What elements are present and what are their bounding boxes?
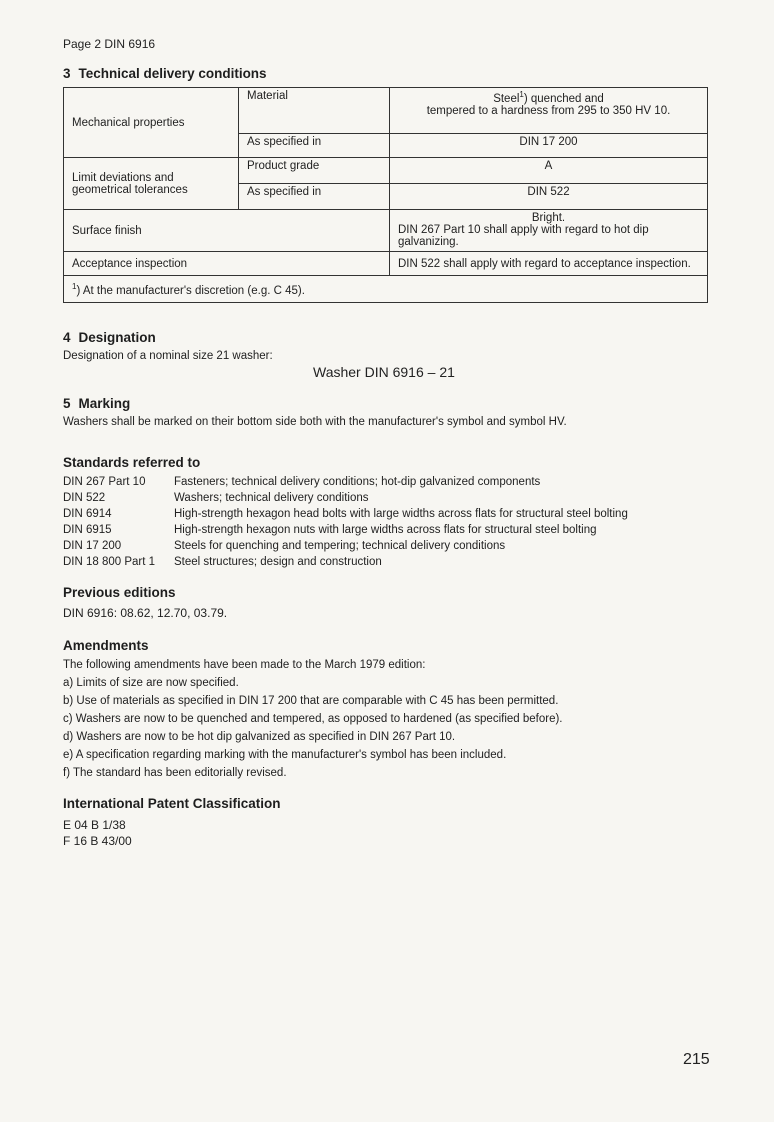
footnote-mark: 1: [72, 282, 77, 291]
standard-code: DIN 18 800 Part 1: [63, 556, 156, 568]
standard-row: [63, 474, 628, 490]
page-header: Page 2 DIN 6916: [63, 37, 156, 51]
amendment-item: d) Washers are now to be hot dip galvanized as specified in DIN 267 Part 10.: [63, 731, 456, 743]
previous-editions-text: DIN 6916: 08.62, 12.70, 03.79.: [63, 606, 228, 620]
acceptance-label: Acceptance inspection: [64, 252, 390, 276]
section-title: Marking: [78, 396, 131, 411]
section-title: Designation: [78, 330, 156, 345]
section-number: 4: [63, 330, 71, 345]
standard-row: [63, 538, 628, 554]
standard-title: Steel structures; design and construction: [174, 556, 382, 568]
amendments-heading: Amendments: [63, 638, 149, 653]
standard-row: [63, 554, 628, 570]
standard-code: DIN 17 200: [63, 540, 122, 552]
material-value: [390, 88, 708, 134]
mech-standard: DIN 17 200: [390, 134, 708, 158]
mechanical-properties-label: Mechanical properties: [64, 88, 239, 158]
marking-text: Washers shall be marked on their bottom side both with the manufacturer's symbol and symbol HV.: [63, 416, 567, 428]
designation-intro: Designation of a nominal size 21 washer:: [63, 350, 273, 362]
product-grade-value: A: [390, 158, 708, 184]
footnote-text: ) At the manufacturer's discretion (e.g. C 45).: [76, 284, 305, 297]
footnote-ref: 1: [519, 90, 524, 99]
standard-row: [63, 522, 628, 538]
amendment-item: b) Use of materials as specified in DIN 17 200 that are comparable with C 45 has been permitted.: [63, 695, 559, 707]
section-title: Technical delivery conditions: [78, 66, 267, 81]
standards-list: [63, 474, 628, 570]
standard-title: Fasteners; technical delivery conditions; hot-dip galvanized components: [174, 476, 541, 488]
product-grade-label: Product grade: [239, 158, 390, 184]
amendment-item: e) A specification regarding marking with the manufacturer's symbol has been included.: [63, 749, 507, 761]
table-footnote: [64, 276, 708, 303]
previous-editions-heading: Previous editions: [63, 585, 176, 600]
page-number: 215: [683, 1051, 710, 1068]
standard-row: [63, 490, 628, 506]
surface-bright: Bright.: [531, 212, 566, 224]
standard-title: Steels for quenching and tempering; technical delivery conditions: [174, 540, 506, 552]
standards-heading: Standards referred to: [63, 455, 201, 470]
amendment-item: c) Washers are now to be quenched and tempered, as opposed to hardened (as specified before).: [63, 713, 563, 725]
amendment-item: f) The standard has been editorially revised.: [63, 767, 287, 779]
ipc-heading: International Patent Classification: [63, 796, 281, 811]
amendments-intro: The following amendments have been made to the March 1979 edition:: [63, 659, 426, 671]
material-value-line2: tempered to a hardness from 295 to 350 HV 10.: [426, 104, 671, 117]
section-3-heading: [63, 66, 267, 81]
amendment-item: a) Limits of size are now specified.: [63, 677, 239, 689]
amendments-list: [63, 656, 563, 782]
ipc-item: F 16 B 43/00: [63, 834, 132, 848]
material-label: Material: [239, 88, 390, 134]
acceptance-value: DIN 522 shall apply with regard to acceptance inspection.: [390, 252, 708, 276]
standard-title: High-strength hexagon head bolts with large widths across flats for structural steel bolting: [174, 508, 628, 520]
standard-title: High-strength hexagon nuts with large widths across flats for structural steel bolting: [174, 524, 597, 536]
standard-row: [63, 506, 628, 522]
standard-title: Washers; technical delivery conditions: [174, 492, 369, 504]
surface-galvanizing: DIN 267 Part 10 shall apply with regard to hot dip galvanizing.: [398, 224, 649, 248]
standard-code: DIN 6915: [63, 524, 112, 536]
material-value-a: Steel: [493, 92, 520, 105]
technical-delivery-table: [63, 87, 708, 303]
limit-deviations-label: Limit deviations and geometrical tolerances: [64, 158, 239, 210]
as-specified-label: As specified in: [239, 134, 390, 158]
ipc-list: [63, 817, 132, 849]
section-number: 5: [63, 396, 71, 411]
section-4-heading: [63, 330, 156, 345]
designation-example: Washer DIN 6916 – 21: [313, 364, 455, 380]
surface-finish-value: [390, 210, 708, 252]
standard-code: DIN 6914: [63, 508, 112, 520]
standard-code: DIN 267 Part 10: [63, 476, 146, 488]
surface-finish-label: Surface finish: [64, 210, 390, 252]
section-number: 3: [63, 66, 71, 81]
material-value-b: ) quenched and: [523, 92, 604, 105]
section-5-heading: [63, 396, 130, 411]
standard-code: DIN 522: [63, 492, 106, 504]
as-specified-label-2: As specified in: [239, 184, 390, 210]
ipc-item: E 04 B 1/38: [63, 818, 126, 832]
limit-standard: DIN 522: [390, 184, 708, 210]
